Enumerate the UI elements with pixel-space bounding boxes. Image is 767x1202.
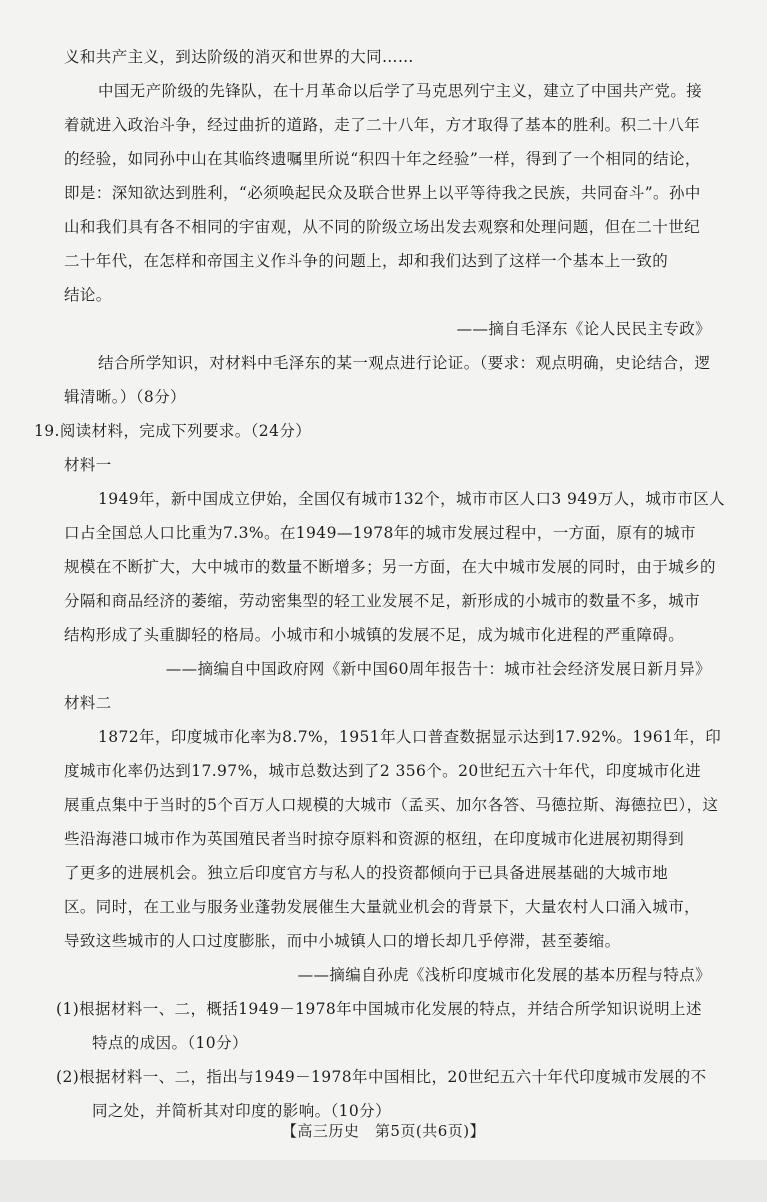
text-line: 口占全国总人口比重为7.3%。在1949—1978年的城市发展过程中，一方面，原有的城市 (64, 524, 696, 542)
text-line: 着就进入政治斗争，经过曲折的道路，走了二十八年，方才取得了基本的胜利。积二十八年 (64, 116, 701, 134)
text-line: 1872年，印度城市化率为8.7%，1951年人口普查数据显示达到17.92%。1961年，印 (98, 728, 722, 746)
text-line: 1949年，新中国成立伊始，全国仅有城市132个，城市市区人口3 949万人，城市市区人 (98, 490, 726, 508)
text-line: 同之处，并简析其对印度的影响。（10分） (92, 1102, 391, 1120)
text-line: 的经验，如同孙中山在其临终遗嘱里所说“积四十年之经验”一样，得到了一个相同的结论， (64, 150, 701, 168)
text-line: 辑清晰。）（8分） (64, 388, 186, 406)
text-line: 分隔和商品经济的萎缩，劳动密集型的轻工业发展不足，新形成的小城市的数量不多，城市 (64, 592, 701, 610)
text-line: 结构形成了头重脚轻的格局。小城市和小城镇的发展不足，成为城市化进程的严重障碍。 (64, 626, 685, 644)
text-line: (1)根据材料一、二，概括1949－1978年中国城市化发展的特点，并结合所学知识说明上述 (56, 1000, 702, 1018)
page-content (34, 40, 726, 1128)
text-line: 结论。 (64, 286, 112, 304)
text-line: 些沿海港口城市作为英国殖民者当时掠夺原料和资源的枢纽，在印度城市化进展初期得到 (64, 830, 685, 848)
text-line: 结合所学知识，对材料中毛泽东的某一观点进行论证。（要求：观点明确，史论结合，逻 (98, 354, 711, 372)
text-line: 特点的成因。（10分） (92, 1034, 248, 1052)
text-line: 山和我们具有各不相同的宇宙观，从不同的阶级立场出发去观察和处理问题，但在二十世纪 (64, 218, 701, 236)
page-footer: 【高三历史 第5页(共6页)】 (281, 1122, 486, 1140)
text-line: 度城市化率仍达到17.97%，城市总数达到了2 356个。20世纪五六十年代，印度城市化进 (64, 762, 702, 780)
scan-bottom-shade (0, 1160, 767, 1202)
source-citation: ——摘自毛泽东《论人民民主专政》 (456, 320, 711, 338)
text-line: 区。同时，在工业与服务业蓬勃发展催生大量就业机会的背景下，大量农村人口涌入城市， (64, 898, 701, 916)
source-citation: ——摘编自孙虎《浅析印度城市化发展的基本历程与特点》 (297, 966, 711, 984)
text-line: 展重点集中于当时的5个百万人口规模的大城市（孟买、加尔各答、马德拉斯、海德拉巴），这 (64, 796, 719, 814)
text-line: 二十年代，在怎样和帝国主义作斗争的问题上，却和我们达到了这样一个基本上一致的 (64, 252, 669, 270)
text-line: 材料二 (64, 694, 112, 712)
text-line: 中国无产阶级的先锋队，在十月革命以后学了马克思列宁主义，建立了中国共产党。接 (98, 82, 703, 100)
text-line: 规模在不断扩大，大中城市的数量不断增多；另一方面，在大中城市发展的同时，由于城乡的 (64, 558, 716, 576)
text-line: 材料一 (64, 456, 112, 474)
text-line: 义和共产主义，到达阶级的消灭和世界的大同…… (64, 48, 414, 66)
text-line: 即是：深知欲达到胜利，“必须唤起民众及联合世界上以平等待我之民族，共同奋斗”。孙中 (64, 184, 701, 202)
text-line: 19.阅读材料，完成下列要求。（24分） (34, 422, 312, 440)
text-line: 导致这些城市的人口过度膨胀，而中小城镇人口的增长却几乎停滞，甚至萎缩。 (64, 932, 621, 950)
source-citation: ——摘编自中国政府网《新中国60周年报告十：城市社会经济发展日新月异》 (165, 660, 711, 678)
text-line: 了更多的进展机会。独立后印度官方与私人的投资都倾向于已具备进展基础的大城市地 (64, 864, 669, 882)
text-line: (2)根据材料一、二，指出与1949－1978年中国相比，20世纪五六十年代印度城市发展的不 (56, 1068, 707, 1086)
